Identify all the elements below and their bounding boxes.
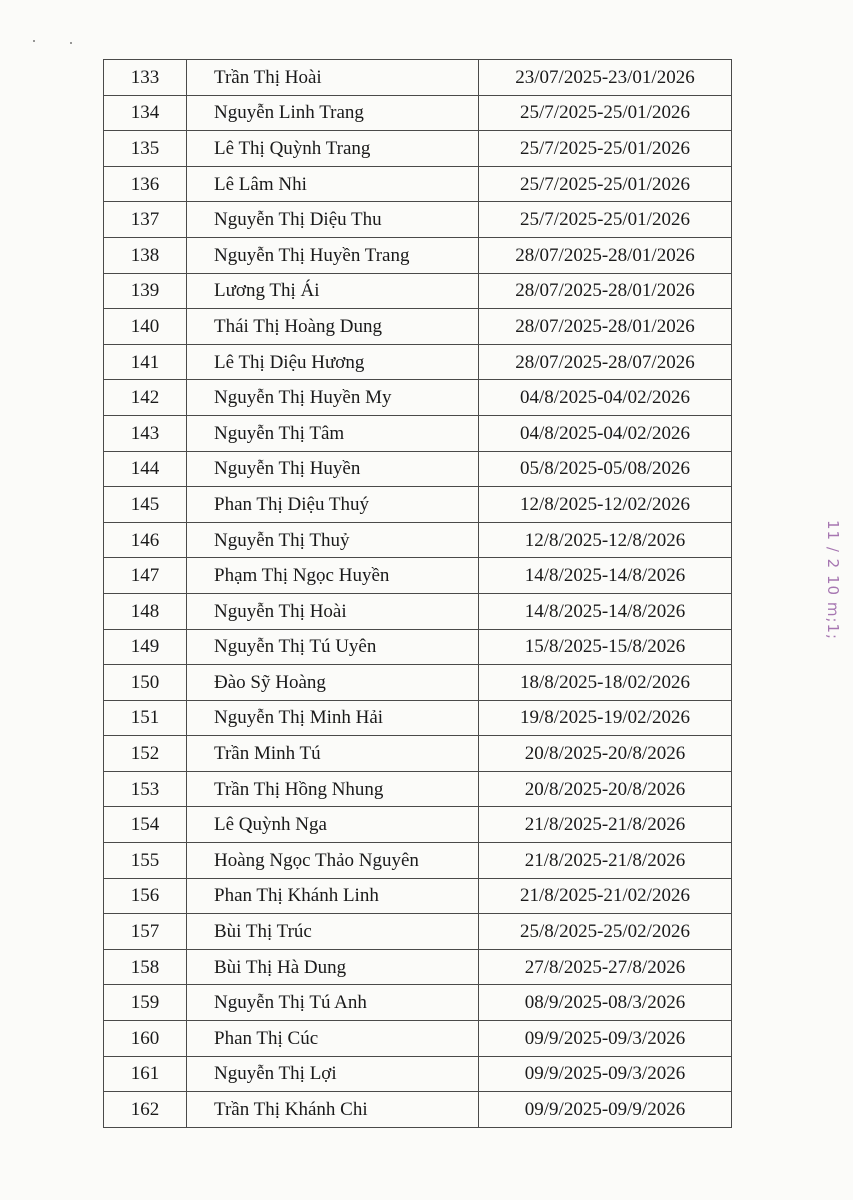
table-row: [104, 131, 732, 167]
row-number: 138: [104, 237, 187, 273]
date-period: 28/07/2025-28/01/2026: [479, 237, 732, 273]
table-row: [104, 593, 732, 629]
table-row: [104, 700, 732, 736]
person-name: Trần Thị Khánh Chi: [187, 1092, 479, 1128]
table-row: [104, 380, 732, 416]
row-number: 137: [104, 202, 187, 238]
table-row: [104, 237, 732, 273]
date-period: 15/8/2025-15/8/2026: [479, 629, 732, 665]
table-row: [104, 843, 732, 879]
date-period: 28/07/2025-28/01/2026: [479, 309, 732, 345]
date-period: 28/07/2025-28/07/2026: [479, 344, 732, 380]
row-number: 146: [104, 522, 187, 558]
date-period: 14/8/2025-14/8/2026: [479, 558, 732, 594]
table-row: [104, 309, 732, 345]
date-period: 18/8/2025-18/02/2026: [479, 665, 732, 701]
person-name: Nguyễn Thị Tâm: [187, 415, 479, 451]
row-number: 149: [104, 629, 187, 665]
table-row: [104, 60, 732, 96]
person-name: Nguyễn Thị Minh Hải: [187, 700, 479, 736]
roster-table: [103, 59, 732, 1128]
person-name: Nguyễn Thị Tú Uyên: [187, 629, 479, 665]
row-number: 158: [104, 949, 187, 985]
margin-stamp: 11 / 2 10 m;1;: [824, 520, 842, 641]
person-name: Lê Thị Quỳnh Trang: [187, 131, 479, 167]
row-number: 134: [104, 95, 187, 131]
person-name: Thái Thị Hoàng Dung: [187, 309, 479, 345]
date-period: 12/8/2025-12/02/2026: [479, 487, 732, 523]
row-number: 151: [104, 700, 187, 736]
date-period: 20/8/2025-20/8/2026: [479, 771, 732, 807]
row-number: 161: [104, 1056, 187, 1092]
row-number: 142: [104, 380, 187, 416]
date-period: 09/9/2025-09/3/2026: [479, 1021, 732, 1057]
date-period: 14/8/2025-14/8/2026: [479, 593, 732, 629]
row-number: 147: [104, 558, 187, 594]
person-name: Nguyễn Thị Diệu Thu: [187, 202, 479, 238]
table-row: [104, 771, 732, 807]
table-row: [104, 1021, 732, 1057]
table-row: [104, 202, 732, 238]
table-row: [104, 949, 732, 985]
table-row: [104, 166, 732, 202]
table-row: [104, 487, 732, 523]
person-name: Phan Thị Khánh Linh: [187, 878, 479, 914]
row-number: 153: [104, 771, 187, 807]
table-row: [104, 451, 732, 487]
date-period: 25/7/2025-25/01/2026: [479, 166, 732, 202]
date-period: 05/8/2025-05/08/2026: [479, 451, 732, 487]
date-period: 21/8/2025-21/02/2026: [479, 878, 732, 914]
table-row: [104, 415, 732, 451]
person-name: Nguyễn Thị Tú Anh: [187, 985, 479, 1021]
table-row: [104, 629, 732, 665]
date-period: 21/8/2025-21/8/2026: [479, 807, 732, 843]
row-number: 139: [104, 273, 187, 309]
date-period: 04/8/2025-04/02/2026: [479, 380, 732, 416]
table-row: [104, 95, 732, 131]
table-row: [104, 1056, 732, 1092]
person-name: Trần Thị Hoài: [187, 60, 479, 96]
row-number: 162: [104, 1092, 187, 1128]
person-name: Hoàng Ngọc Thảo Nguyên: [187, 843, 479, 879]
person-name: Nguyễn Thị Huyền: [187, 451, 479, 487]
person-name: Đào Sỹ Hoàng: [187, 665, 479, 701]
date-period: 25/7/2025-25/01/2026: [479, 202, 732, 238]
table-row: [104, 665, 732, 701]
date-period: 28/07/2025-28/01/2026: [479, 273, 732, 309]
person-name: Lê Thị Diệu Hương: [187, 344, 479, 380]
date-period: 25/8/2025-25/02/2026: [479, 914, 732, 950]
table-row: [104, 522, 732, 558]
row-number: 157: [104, 914, 187, 950]
date-period: 12/8/2025-12/8/2026: [479, 522, 732, 558]
date-period: 21/8/2025-21/8/2026: [479, 843, 732, 879]
row-number: 135: [104, 131, 187, 167]
date-period: 20/8/2025-20/8/2026: [479, 736, 732, 772]
person-name: Trần Thị Hồng Nhung: [187, 771, 479, 807]
table-row: [104, 344, 732, 380]
date-period: 09/9/2025-09/3/2026: [479, 1056, 732, 1092]
person-name: Nguyễn Thị Lợi: [187, 1056, 479, 1092]
row-number: 150: [104, 665, 187, 701]
row-number: 159: [104, 985, 187, 1021]
row-number: 140: [104, 309, 187, 345]
row-number: 154: [104, 807, 187, 843]
date-period: 09/9/2025-09/9/2026: [479, 1092, 732, 1128]
row-number: 145: [104, 487, 187, 523]
row-number: 144: [104, 451, 187, 487]
person-name: Bùi Thị Hà Dung: [187, 949, 479, 985]
person-name: Nguyễn Thị Huyền My: [187, 380, 479, 416]
person-name: Phan Thị Diệu Thuý: [187, 487, 479, 523]
person-name: Nguyễn Thị Huyền Trang: [187, 237, 479, 273]
person-name: Bùi Thị Trúc: [187, 914, 479, 950]
table-row: [104, 558, 732, 594]
person-name: Lương Thị Ái: [187, 273, 479, 309]
row-number: 136: [104, 166, 187, 202]
person-name: Nguyễn Linh Trang: [187, 95, 479, 131]
row-number: 152: [104, 736, 187, 772]
row-number: 141: [104, 344, 187, 380]
row-number: 143: [104, 415, 187, 451]
person-name: Nguyễn Thị Thuỷ: [187, 522, 479, 558]
date-period: 25/7/2025-25/01/2026: [479, 131, 732, 167]
person-name: Nguyễn Thị Hoài: [187, 593, 479, 629]
row-number: 160: [104, 1021, 187, 1057]
table-row: [104, 807, 732, 843]
row-number: 155: [104, 843, 187, 879]
scan-speck: [70, 42, 72, 44]
table-row: [104, 878, 732, 914]
date-period: 25/7/2025-25/01/2026: [479, 95, 732, 131]
row-number: 148: [104, 593, 187, 629]
date-period: 08/9/2025-08/3/2026: [479, 985, 732, 1021]
person-name: Phan Thị Cúc: [187, 1021, 479, 1057]
date-period: 19/8/2025-19/02/2026: [479, 700, 732, 736]
scan-speck: [33, 40, 35, 42]
person-name: Phạm Thị Ngọc Huyền: [187, 558, 479, 594]
table-row: [104, 914, 732, 950]
date-period: 23/07/2025-23/01/2026: [479, 60, 732, 96]
roster-table-body: [104, 60, 732, 1128]
table-row: [104, 273, 732, 309]
person-name: Lê Lâm Nhi: [187, 166, 479, 202]
table-row: [104, 1092, 732, 1128]
person-name: Lê Quỳnh Nga: [187, 807, 479, 843]
row-number: 156: [104, 878, 187, 914]
date-period: 04/8/2025-04/02/2026: [479, 415, 732, 451]
person-name: Trần Minh Tú: [187, 736, 479, 772]
date-period: 27/8/2025-27/8/2026: [479, 949, 732, 985]
table-row: [104, 736, 732, 772]
row-number: 133: [104, 60, 187, 96]
table-row: [104, 985, 732, 1021]
